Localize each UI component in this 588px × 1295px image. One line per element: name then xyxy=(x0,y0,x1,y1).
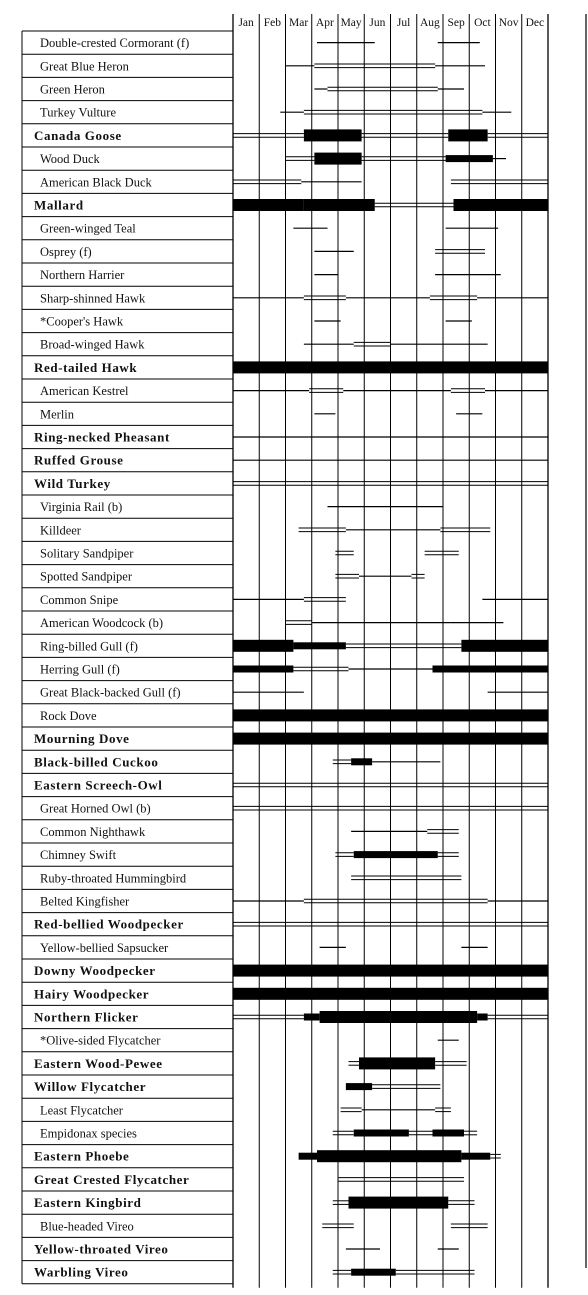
presence-bar-7-0 xyxy=(233,199,304,211)
species-label: Empidonax species xyxy=(40,1126,137,1141)
presence-bar-5-2 xyxy=(362,157,446,161)
species-label: Virginia Rail (b) xyxy=(40,500,123,515)
species-row xyxy=(22,315,472,333)
species-row xyxy=(22,1079,440,1098)
presence-bar-48-2 xyxy=(461,1153,490,1160)
presence-bar-27-3 xyxy=(433,666,549,673)
species-row xyxy=(22,245,485,263)
species-label: Eastern Kingbird xyxy=(34,1195,142,1211)
presence-bar-4-0 xyxy=(233,134,304,138)
presence-bar-42-2 xyxy=(320,1011,478,1023)
species-row xyxy=(22,268,501,286)
presence-bar-35-1 xyxy=(354,851,438,858)
presence-bar-47-0 xyxy=(333,1131,354,1135)
presence-bar-2-1 xyxy=(328,87,438,91)
species-label: Double-crested Cormorant (f) xyxy=(40,36,190,51)
species-label: Warbling Vireo xyxy=(34,1264,129,1280)
species-label: Herring Gull (f) xyxy=(40,662,120,677)
month-label-aug: Aug xyxy=(419,17,440,29)
species-label: Least Flycatcher xyxy=(40,1103,123,1118)
presence-bar-35-2 xyxy=(438,853,459,857)
species-label: Red-tailed Hawk xyxy=(34,359,138,375)
presence-bar-14-0 xyxy=(233,361,548,373)
species-label: Osprey (f) xyxy=(40,244,92,259)
species-row xyxy=(22,1195,475,1214)
presence-bar-30-0 xyxy=(233,733,548,745)
species-row xyxy=(22,1219,488,1237)
species-row xyxy=(22,1034,459,1052)
presence-bar-37-1 xyxy=(304,899,488,903)
species-label: *Cooper's Hawk xyxy=(40,314,124,329)
species-label: Common Snipe xyxy=(40,592,119,607)
species-label: Eastern Phoebe xyxy=(34,1148,130,1164)
month-label-feb: Feb xyxy=(263,17,281,29)
presence-bar-45-0 xyxy=(346,1083,372,1090)
presence-bar-6-0 xyxy=(233,180,301,184)
species-row xyxy=(22,106,511,124)
species-label: American Kestrel xyxy=(40,384,129,399)
presence-bar-42-4 xyxy=(488,1015,548,1019)
presence-bar-42-1 xyxy=(304,1014,320,1021)
presence-bar-44-2 xyxy=(435,1062,467,1066)
species-label: American Woodcock (b) xyxy=(40,616,164,631)
presence-bar-53-2 xyxy=(396,1270,475,1274)
species-label: Common Nighthawk xyxy=(40,824,146,839)
month-label-jun: Jun xyxy=(369,17,386,29)
species-label: Great Crested Flycatcher xyxy=(34,1171,190,1187)
presence-bar-27-1 xyxy=(293,667,348,671)
species-row xyxy=(22,152,506,170)
species-label: Ruby-throated Hummingbird xyxy=(40,871,187,886)
presence-bar-5-0 xyxy=(286,157,315,161)
presence-bar-49-0 xyxy=(338,1178,464,1182)
species-label: Turkey Vulture xyxy=(40,105,116,120)
species-label: Broad-winged Hawk xyxy=(40,337,145,352)
month-header xyxy=(238,17,544,29)
presence-bar-24-1 xyxy=(304,598,346,602)
presence-bar-7-3 xyxy=(454,199,549,211)
species-label: Chimney Swift xyxy=(40,848,117,863)
species-row xyxy=(22,523,490,541)
species-label: Mourning Dove xyxy=(34,731,130,747)
species-row xyxy=(22,547,459,565)
species-label: Killdeer xyxy=(40,523,81,538)
month-label-dec: Dec xyxy=(525,17,545,29)
presence-bar-50-1 xyxy=(349,1197,449,1209)
species-row xyxy=(22,754,440,773)
species-label: Hairy Woodpecker xyxy=(34,986,150,1002)
species-label: Mallard xyxy=(34,197,84,213)
presence-bar-41-0 xyxy=(233,988,548,1000)
species-label: Ring-necked Pheasant xyxy=(34,429,170,445)
species-label: *Olive-sided Flycatcher xyxy=(40,1033,161,1048)
presence-bar-26-0 xyxy=(233,640,293,652)
presence-bar-40-0 xyxy=(233,965,548,977)
species-label: Ring-billed Gull (f) xyxy=(40,639,138,654)
presence-bar-7-1 xyxy=(304,199,375,211)
presence-bar-48-0 xyxy=(299,1153,317,1160)
species-label: Blue-headed Vireo xyxy=(40,1219,134,1234)
species-label: Solitary Sandpiper xyxy=(40,546,134,561)
species-row xyxy=(22,616,503,634)
presence-bar-48-1 xyxy=(317,1150,461,1162)
species-row xyxy=(22,1127,477,1145)
species-row xyxy=(22,848,459,866)
presence-bar-31-1 xyxy=(351,758,372,765)
species-label: Northern Flicker xyxy=(34,1009,139,1025)
presence-bar-26-3 xyxy=(461,640,548,652)
species-row xyxy=(22,1265,475,1284)
presence-bar-13-1 xyxy=(354,342,391,346)
month-label-may: May xyxy=(340,17,362,29)
presence-bar-46-0 xyxy=(341,1108,362,1112)
species-label: Wild Turkey xyxy=(34,475,111,491)
species-row xyxy=(22,1103,451,1121)
species-label: Great Blue Heron xyxy=(40,59,129,74)
species-label: Great Horned Owl (b) xyxy=(40,801,151,816)
presence-bar-11-3 xyxy=(430,296,477,300)
species-label: Sharp-shinned Hawk xyxy=(40,291,146,306)
presence-bar-6-2 xyxy=(451,180,548,184)
species-label: Eastern Screech-Owl xyxy=(34,777,163,793)
presence-bar-4-2 xyxy=(362,134,449,138)
presence-bar-31-0 xyxy=(333,760,351,764)
presence-bar-47-2 xyxy=(409,1131,433,1135)
species-label: Wood Duck xyxy=(40,152,100,167)
presence-bar-26-2 xyxy=(346,644,462,648)
presence-bar-44-1 xyxy=(359,1057,435,1069)
species-label: Yellow-bellied Sapsucker xyxy=(40,940,169,955)
species-label: Spotted Sandpiper xyxy=(40,569,133,584)
presence-bar-47-4 xyxy=(464,1131,477,1135)
presence-bar-45-1 xyxy=(372,1085,440,1089)
month-label-apr: Apr xyxy=(315,17,334,29)
presence-bar-3-1 xyxy=(304,110,483,114)
species-row xyxy=(22,83,464,101)
month-label-oct: Oct xyxy=(474,17,491,29)
species-label: Great Black-backed Gull (f) xyxy=(40,685,181,700)
species-label: Northern Harrier xyxy=(40,268,125,283)
month-label-sep: Sep xyxy=(447,17,465,29)
species-label: Green Heron xyxy=(40,82,105,97)
presence-bar-4-3 xyxy=(448,129,487,141)
species-row xyxy=(22,825,459,843)
presence-bar-5-1 xyxy=(314,153,361,165)
month-label-mar: Mar xyxy=(289,17,309,29)
presence-bar-7-2 xyxy=(375,203,454,207)
presence-bar-22-1 xyxy=(425,551,459,555)
species-row xyxy=(22,407,482,425)
species-row xyxy=(22,871,461,889)
presence-bar-23-0 xyxy=(335,574,359,578)
species-label: Downy Woodpecker xyxy=(34,963,156,979)
presence-bar-4-1 xyxy=(304,129,362,141)
species-label: Black-billed Cuckoo xyxy=(34,754,159,770)
species-label: Red-bellied Woodpecker xyxy=(34,916,184,932)
presence-bar-29-0 xyxy=(233,709,548,721)
presence-bar-53-1 xyxy=(351,1269,396,1276)
presence-bar-4-4 xyxy=(488,134,548,138)
species-label: American Black Duck xyxy=(40,175,152,190)
presence-bar-44-0 xyxy=(349,1062,360,1066)
presence-bar-50-0 xyxy=(333,1201,349,1205)
species-label: Ruffed Grouse xyxy=(34,452,124,468)
month-label-nov: Nov xyxy=(498,17,519,29)
species-label: Merlin xyxy=(40,407,75,422)
species-row xyxy=(22,36,480,54)
presence-bar-27-0 xyxy=(233,666,293,673)
species-row xyxy=(22,338,488,356)
month-label-jan: Jan xyxy=(238,17,254,29)
species-row xyxy=(22,59,485,77)
species-label: Belted Kingfisher xyxy=(40,894,130,909)
presence-bar-53-0 xyxy=(333,1270,351,1274)
presence-bar-23-2 xyxy=(412,574,425,578)
species-label: Green-winged Teal xyxy=(40,221,136,236)
presence-bar-42-0 xyxy=(233,1015,304,1019)
presence-bar-25-0 xyxy=(286,621,312,625)
species-label: Eastern Wood-Pewee xyxy=(34,1055,163,1071)
species-label: Willow Flycatcher xyxy=(34,1079,147,1095)
presence-bar-47-1 xyxy=(354,1130,409,1137)
presence-bar-26-1 xyxy=(293,642,346,649)
presence-bar-11-1 xyxy=(304,296,346,300)
species-row xyxy=(22,222,498,240)
species-row xyxy=(22,1242,459,1261)
presence-bar-42-3 xyxy=(477,1014,488,1021)
presence-bar-21-2 xyxy=(440,528,490,532)
presence-bar-21-0 xyxy=(299,528,346,532)
species-label: Rock Dove xyxy=(40,708,97,723)
species-row xyxy=(22,1149,501,1168)
species-row xyxy=(22,1056,467,1075)
species-row xyxy=(22,941,488,959)
presence-bar-15-3 xyxy=(451,389,485,393)
presence-bar-50-2 xyxy=(448,1201,474,1205)
presence-bar-36-0 xyxy=(351,876,461,880)
presence-bar-5-3 xyxy=(446,155,493,162)
presence-bar-47-3 xyxy=(433,1130,465,1137)
species-label: Canada Goose xyxy=(34,127,122,143)
species-label: Yellow-throated Vireo xyxy=(34,1241,169,1257)
month-label-jul: Jul xyxy=(396,17,411,29)
species-row xyxy=(22,1172,464,1191)
